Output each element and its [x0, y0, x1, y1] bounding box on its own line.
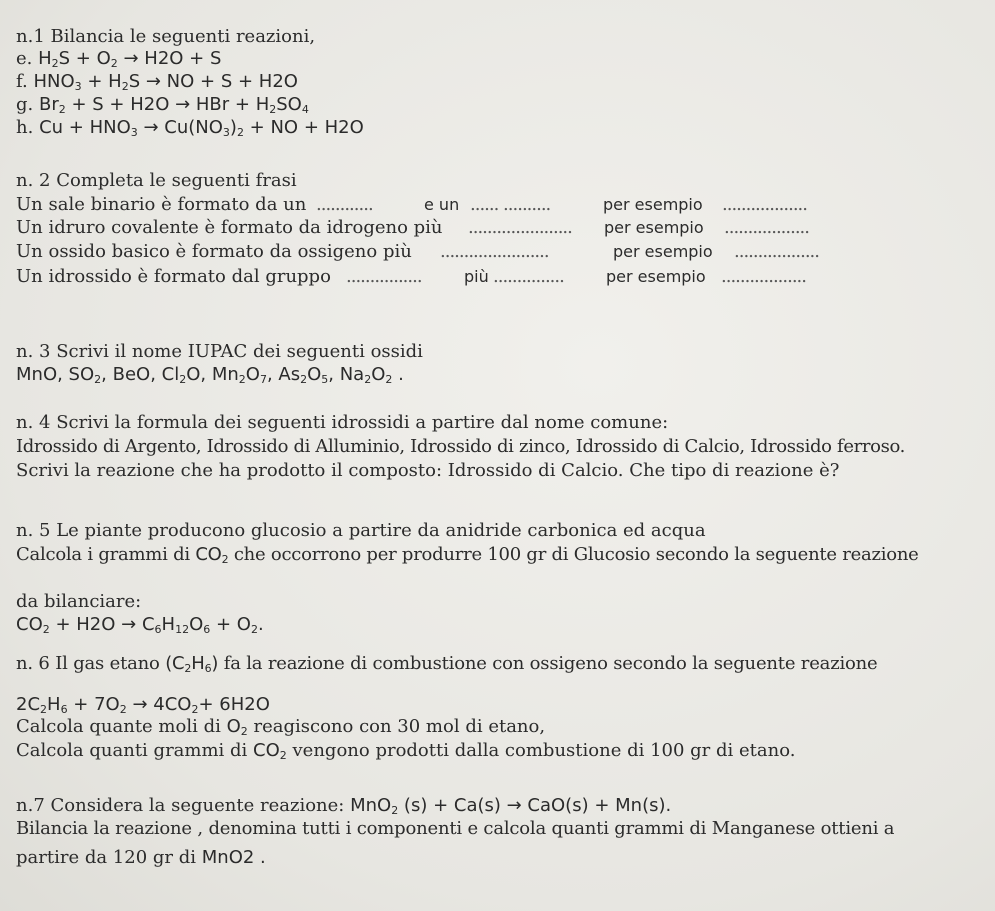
ex2-title: n. 2 Completa le seguenti frasi: [16, 170, 297, 191]
ex6-line-4: Calcola quanti grammi di $CO_2$ vengono prodotti dalla combustione di 100 gr di etano.: [16, 740, 796, 762]
ex6-line-3: Calcola quante moli di $O_2$ reagiscono con 30 mol di etano,: [16, 716, 546, 738]
ex3-title: n. 3 Scrivi il nome IUPAC dei seguenti ossidi: [16, 341, 423, 362]
ex4-line-1: n. 4 Scrivi la formula dei seguenti idrossidi a partire dal nome comune:: [16, 412, 669, 433]
ex6-line-1: n. 6 Il gas etano $(C_2H_6)$ fa la reazione di combustione con ossigeno secondo la seguente reazione: [16, 653, 878, 675]
ex4-line-2: Idrossido di Argento, Idrossido di Alluminio, Idrossido di zinco, Idrossido di Calcio, Idrossido ferroso.: [16, 436, 906, 457]
ex1-reaction-e: e. $H_2S + O_2 \to H2O + S$: [16, 48, 222, 70]
ex5-line-3: da bilanciare:: [16, 591, 142, 612]
ex3-oxides-list: MnO, $SO_2$, BeO, $Cl_2O$, $Mn_2O_7$, $As_2O_5$, $Na_2O_2$ .: [16, 364, 404, 386]
ex1-reaction-g: g. $Br_2 + S + H2O$ → HBr + $H_2SO_4$: [16, 94, 309, 116]
ex4-line-3: Scrivi la reazione che ha prodotto il composto: Idrossido di Calcio. Che tipo di reazione è?: [16, 460, 840, 481]
ex5-line-1: n. 5 Le piante producono glucosio a partire da anidride carbonica ed acqua: [16, 520, 706, 541]
ex6-reaction: $2C_2H_6 + 7O_2 \to 4CO_2+ 6H2O$: [16, 694, 270, 716]
ex2-sentence-3: Un ossido basico è formato da ossigeno più ....................... per esempio ..................: [16, 241, 819, 262]
ex2-sentence-2: Un idruro covalente è formato da idrogeno più ...................... per esempio ..................: [16, 217, 809, 238]
ex1-title: n.1 Bilancia le seguenti reazioni,: [16, 26, 316, 47]
ex5-reaction: $CO_2 + H2O \to C_6H_{12}O_6 + O_2$.: [16, 614, 264, 636]
ex7-line-3: partire da 120 gr di MnO2 .: [16, 847, 266, 868]
ex7-line-2: Bilancia la reazione , denomina tutti i componenti e calcola quanti grammi di Manganese ottieni a: [16, 818, 895, 839]
ex2-sentence-4: Un idrossido è formato dal gruppo ................ più ............... per esempio ..................: [16, 266, 806, 287]
ex2-sentence-1: Un sale binario è formato da un ............ e un ...... .......... per esempio ..................: [16, 194, 807, 215]
ex1-reaction-f: f. $HNO_3 + H_2S$ → NO + S + H2O: [16, 71, 298, 93]
ex1-reaction-h: h. $Cu + HNO_3 \to Cu(NO_3)_2$ + NO + H2O: [16, 117, 364, 139]
ex5-line-2: Calcola i grammi di $CO_2$ che occorrono per produrre 100 gr di Glucosio secondo la seguente reazione: [16, 544, 919, 566]
ex7-line-1: n.7 Considera la seguente reazione: MnO$_2$ (s) + Ca(s) → CaO(s) + Mn(s).: [16, 795, 672, 817]
